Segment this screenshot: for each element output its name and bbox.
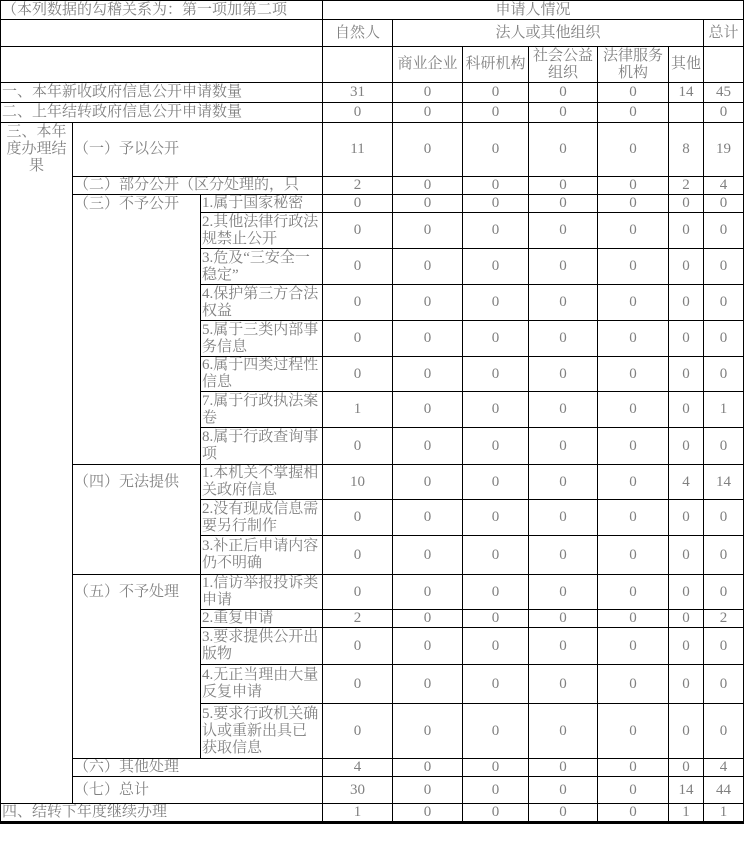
- subcol-header-other: 其他: [669, 47, 704, 83]
- value-cell: 0: [393, 804, 463, 823]
- value-cell: 45: [704, 83, 744, 103]
- header-note-cell: （本列数据的勾稽关系为：第一项加第二项: [1, 1, 323, 20]
- section-results-label: 三、本年度办理结果: [1, 123, 73, 804]
- value-cell: 0: [598, 321, 669, 357]
- row-label-enforcement-files: 7.属于行政执法案卷: [201, 392, 323, 428]
- value-cell: 0: [598, 777, 669, 804]
- value-cell: 2: [323, 177, 393, 195]
- total-header: 总计: [704, 20, 744, 47]
- row-label-new-requests: 一、本年新收政府信息公开申请数量: [1, 83, 323, 103]
- value-cell: 0: [463, 465, 529, 500]
- value-cell: 0: [704, 321, 744, 357]
- value-cell: 0: [704, 195, 744, 213]
- value-cell: 0: [669, 195, 704, 213]
- value-cell: 0: [669, 321, 704, 357]
- value-cell: 0: [598, 536, 669, 575]
- value-cell: 0: [463, 777, 529, 804]
- value-cell: 0: [323, 321, 393, 357]
- value-cell: 0: [529, 195, 598, 213]
- value-cell: 0: [598, 804, 669, 823]
- report-table-body: [1, 83, 744, 823]
- value-cell: 14: [669, 777, 704, 804]
- value-cell: [669, 103, 704, 123]
- value-cell: 0: [393, 285, 463, 321]
- value-cell: 0: [463, 103, 529, 123]
- value-cell: 0: [598, 177, 669, 195]
- value-cell: 0: [393, 500, 463, 536]
- value-cell: 1: [323, 804, 393, 823]
- value-cell: 0: [598, 500, 669, 536]
- value-cell: 0: [529, 285, 598, 321]
- value-cell: 0: [463, 321, 529, 357]
- value-cell: 0: [393, 392, 463, 428]
- value-cell: 0: [704, 628, 744, 665]
- row-label-needs-creation: 2.没有现成信息需要另行制作: [201, 500, 323, 536]
- value-cell: 0: [598, 103, 669, 123]
- value-cell: 0: [393, 628, 463, 665]
- value-cell: 0: [598, 249, 669, 285]
- value-cell: 0: [529, 575, 598, 610]
- value-cell: 0: [529, 759, 598, 777]
- value-cell: 0: [669, 704, 704, 759]
- value-cell: 0: [598, 759, 669, 777]
- value-cell: 0: [529, 249, 598, 285]
- value-cell: 0: [393, 321, 463, 357]
- value-cell: 0: [323, 536, 393, 575]
- value-cell: 0: [704, 704, 744, 759]
- value-cell: 1: [704, 392, 744, 428]
- value-cell: 0: [669, 213, 704, 249]
- value-cell: 0: [669, 575, 704, 610]
- value-cell: 0: [323, 103, 393, 123]
- value-cell: 0: [393, 177, 463, 195]
- value-cell: 0: [529, 177, 598, 195]
- table-header: [1, 1, 744, 83]
- value-cell: 4: [669, 465, 704, 500]
- row-label-subtotal: （七）总计: [73, 777, 323, 804]
- value-cell: 0: [704, 213, 744, 249]
- value-cell: 0: [323, 249, 393, 285]
- subsection-not-processed-label: （五）不予处理: [73, 575, 201, 759]
- value-cell: 0: [598, 123, 669, 177]
- value-cell: 0: [463, 249, 529, 285]
- value-cell: 0: [529, 213, 598, 249]
- subsection-unavailable-label: （四）无法提供: [73, 465, 201, 575]
- value-cell: 0: [393, 465, 463, 500]
- value-cell: 0: [463, 575, 529, 610]
- value-cell: 0: [704, 428, 744, 465]
- value-cell: 0: [463, 704, 529, 759]
- value-cell: 0: [598, 575, 669, 610]
- value-cell: 0: [598, 665, 669, 704]
- row-label-internal-affairs: 5.属于三类内部事务信息: [201, 321, 323, 357]
- value-cell: 0: [463, 123, 529, 177]
- value-cell: 0: [598, 704, 669, 759]
- natural-person-subcell: [323, 47, 393, 83]
- value-cell: 0: [463, 628, 529, 665]
- value-cell: 0: [393, 536, 463, 575]
- value-cell: 11: [323, 123, 393, 177]
- value-cell: 0: [598, 610, 669, 628]
- header-blank-cell: [1, 20, 323, 47]
- value-cell: 14: [669, 83, 704, 103]
- value-cell: 0: [704, 575, 744, 610]
- value-cell: 0: [669, 285, 704, 321]
- value-cell: 0: [463, 500, 529, 536]
- value-cell: 0: [529, 428, 598, 465]
- value-cell: 0: [529, 321, 598, 357]
- value-cell: 0: [393, 575, 463, 610]
- value-cell: 0: [463, 610, 529, 628]
- value-cell: 0: [529, 704, 598, 759]
- value-cell: 4: [704, 177, 744, 195]
- legal-org-header: 法人或其他组织: [393, 20, 704, 47]
- value-cell: 0: [323, 357, 393, 392]
- value-cell: 0: [598, 392, 669, 428]
- value-cell: 0: [704, 357, 744, 392]
- value-cell: 1: [323, 392, 393, 428]
- row-label-repeat-request: 2.重复申请: [201, 610, 323, 628]
- value-cell: 0: [669, 610, 704, 628]
- row-label-endanger-security: 3.危及“三安全一稳定”: [201, 249, 323, 285]
- row-label-third-party: 4.保护第三方合法权益: [201, 285, 323, 321]
- value-cell: 0: [704, 665, 744, 704]
- value-cell: 0: [463, 759, 529, 777]
- value-cell: 0: [393, 123, 463, 177]
- value-cell: 0: [323, 628, 393, 665]
- value-cell: 0: [323, 428, 393, 465]
- value-cell: 1: [669, 804, 704, 823]
- subcol-header-research: 科研机构: [463, 47, 529, 83]
- total-subcell: [704, 47, 744, 83]
- value-cell: 0: [529, 665, 598, 704]
- value-cell: 0: [393, 83, 463, 103]
- value-cell: 2: [704, 610, 744, 628]
- value-cell: 0: [669, 428, 704, 465]
- value-cell: 0: [463, 536, 529, 575]
- value-cell: 0: [598, 285, 669, 321]
- value-cell: 0: [669, 249, 704, 285]
- row-label-still-unclear: 3.补正后申请内容仍不明确: [201, 536, 323, 575]
- value-cell: 0: [393, 195, 463, 213]
- value-cell: 0: [393, 103, 463, 123]
- subcol-header-legal-service: 法律服务机构: [598, 47, 669, 83]
- value-cell: 10: [323, 465, 393, 500]
- value-cell: 0: [323, 285, 393, 321]
- value-cell: 0: [704, 249, 744, 285]
- row-label-carry-next-year: 四、结转下年度继续办理: [1, 804, 323, 823]
- value-cell: 0: [393, 357, 463, 392]
- row-label-state-secret: 1.属于国家秘密: [201, 195, 323, 213]
- value-cell: 0: [323, 665, 393, 704]
- value-cell: 0: [463, 392, 529, 428]
- value-cell: 0: [463, 177, 529, 195]
- value-cell: 0: [669, 759, 704, 777]
- value-cell: 0: [323, 500, 393, 536]
- value-cell: 0: [393, 759, 463, 777]
- value-cell: 0: [529, 123, 598, 177]
- value-cell: 0: [393, 428, 463, 465]
- value-cell: 0: [529, 103, 598, 123]
- value-cell: 14: [704, 465, 744, 500]
- row-label-process-info: 6.属于四类过程性信息: [201, 357, 323, 392]
- value-cell: 0: [529, 777, 598, 804]
- subcol-header-public-welfare: 社会公益组织: [529, 47, 598, 83]
- value-cell: 0: [704, 536, 744, 575]
- row-label-petition-type: 1.信访举报投诉类申请: [201, 575, 323, 610]
- value-cell: 0: [704, 103, 744, 123]
- value-cell: 4: [323, 759, 393, 777]
- row-label-admin-inquiry: 8.属于行政查询事项: [201, 428, 323, 465]
- value-cell: 0: [669, 500, 704, 536]
- value-cell: 0: [529, 83, 598, 103]
- value-cell: 0: [669, 536, 704, 575]
- value-cell: 0: [669, 357, 704, 392]
- value-cell: 0: [393, 249, 463, 285]
- value-cell: 0: [463, 195, 529, 213]
- value-cell: 0: [463, 357, 529, 392]
- value-cell: 0: [463, 428, 529, 465]
- value-cell: 0: [704, 285, 744, 321]
- value-cell: 8: [669, 123, 704, 177]
- value-cell: 0: [669, 392, 704, 428]
- value-cell: 0: [323, 195, 393, 213]
- row-label-not-held: 1.本机关不掌握相关政府信息: [201, 465, 323, 500]
- row-label-repetitive-no-reason: 4.无正当理由大量反复申请: [201, 665, 323, 704]
- value-cell: 0: [323, 213, 393, 249]
- value-cell: 0: [598, 357, 669, 392]
- value-cell: 0: [598, 195, 669, 213]
- applicant-status-header: 申请人情况: [323, 1, 744, 20]
- value-cell: 30: [323, 777, 393, 804]
- value-cell: 4: [704, 759, 744, 777]
- value-cell: 0: [463, 83, 529, 103]
- value-cell: 0: [393, 704, 463, 759]
- value-cell: 0: [704, 500, 744, 536]
- value-cell: 0: [323, 704, 393, 759]
- value-cell: 0: [529, 465, 598, 500]
- value-cell: 0: [669, 665, 704, 704]
- value-cell: 0: [529, 628, 598, 665]
- value-cell: 0: [463, 285, 529, 321]
- subsection-denied-label: （三）不予公开: [73, 195, 201, 465]
- value-cell: 0: [598, 428, 669, 465]
- value-cell: 0: [463, 804, 529, 823]
- value-cell: 0: [598, 465, 669, 500]
- value-cell: 0: [529, 610, 598, 628]
- row-label-partial: （二）部分公开（区分处理的，只: [73, 177, 323, 195]
- value-cell: 0: [463, 665, 529, 704]
- value-cell: 31: [323, 83, 393, 103]
- header-blank-cell: [1, 47, 323, 83]
- value-cell: 0: [393, 610, 463, 628]
- value-cell: 19: [704, 123, 744, 177]
- value-cell: 44: [704, 777, 744, 804]
- value-cell: 0: [669, 628, 704, 665]
- row-label-granted: （一）予以公开: [73, 123, 323, 177]
- value-cell: 0: [393, 665, 463, 704]
- value-cell: 0: [393, 213, 463, 249]
- value-cell: 0: [393, 777, 463, 804]
- value-cell: 2: [669, 177, 704, 195]
- value-cell: 0: [598, 628, 669, 665]
- row-label-publications: 3.要求提供公开出版物: [201, 628, 323, 665]
- value-cell: 0: [529, 357, 598, 392]
- row-label-carried-over: 二、上年结转政府信息公开申请数量: [1, 103, 323, 123]
- value-cell: 2: [323, 610, 393, 628]
- row-label-prohibited-by-law: 2.其他法律行政法规禁止公开: [201, 213, 323, 249]
- value-cell: 0: [529, 392, 598, 428]
- value-cell: 0: [598, 83, 669, 103]
- value-cell: 0: [529, 536, 598, 575]
- value-cell: 0: [323, 575, 393, 610]
- value-cell: 0: [529, 500, 598, 536]
- value-cell: 0: [463, 213, 529, 249]
- row-label-other-handling: （六）其他处理: [73, 759, 323, 777]
- value-cell: 1: [704, 804, 744, 823]
- subcol-header-commercial: 商业企业: [393, 47, 463, 83]
- value-cell: 0: [529, 804, 598, 823]
- natural-person-header: 自然人: [323, 20, 393, 47]
- value-cell: 0: [598, 213, 669, 249]
- row-label-reissue-info: 5.要求行政机关确认或重新出具已获取信息: [201, 704, 323, 759]
